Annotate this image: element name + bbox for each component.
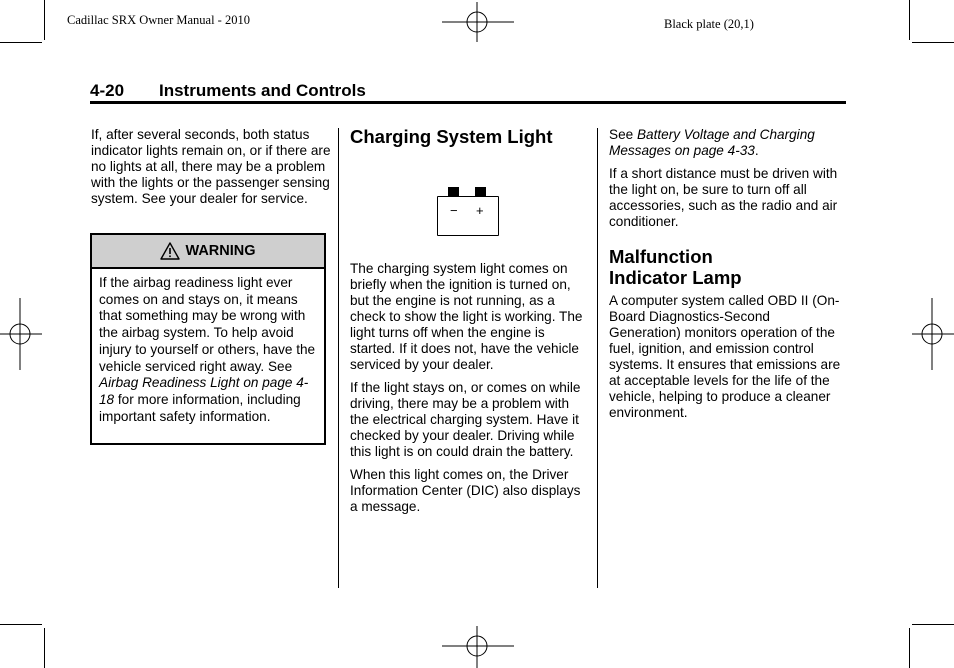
crop-mark [0,624,42,625]
warning-header [92,235,324,269]
malfunction-heading-line-2: Indicator Lamp [609,267,742,288]
crop-mark [44,0,45,40]
warning-label: WARNING [185,243,256,259]
warning-text-b: for more information, including important safety information. [99,391,301,424]
warning-text-a: If the airbag readiness light ever comes on and stays on, it means that something may be wrong with the airbag system. To help avoid injury to yourself or others, have the vehicle serviced right away. See [99,275,316,374]
see-reference: Battery Voltage and Charging Messages on page 4-33 [609,127,815,158]
registration-mark-bottom [440,626,516,668]
registration-mark-right [910,298,954,370]
battery-icon [437,187,499,237]
charging-paragraph-1: The charging system light comes on briefly when the ignition is turned on, but the engine is not running, as a check to show the light is working. The light turns off when the engine is started. If it does not, have the vehicle serviced by your dealer. [350,261,583,372]
charging-heading: Charging System Light [350,126,553,147]
warning-box [90,233,326,445]
column-2-body [350,261,590,515]
battery-terminal [448,187,459,196]
warning-reference: Airbag Readiness Light on page 4-18 [99,375,309,407]
crop-mark [909,0,910,40]
column-3 [609,127,841,421]
malfunction-heading [609,246,841,288]
malfunction-heading-line-1: Malfunction [609,246,713,267]
crop-mark [912,42,954,43]
registration-mark-top [440,2,516,42]
page-number: 4-20 [90,81,125,100]
battery-terminal [475,187,486,196]
crop-mark [44,628,45,668]
plate-label: Black plate (20,1) [664,17,754,31]
battery-minus-sign: − [450,203,458,218]
battery-body [437,196,499,236]
crop-mark [0,42,42,43]
column-2 [350,126,590,147]
charging-paragraph-3: When this light comes on, the Driver Information Center (DIC) also displays a message. [350,467,581,514]
crop-mark [912,624,954,625]
crop-mark [909,628,910,668]
see-reference-paragraph [609,127,841,159]
see-suffix: . [754,143,759,158]
column-divider [597,128,598,588]
warning-triangle-icon [160,242,180,260]
column-divider [338,128,339,588]
accessories-paragraph: If a short distance must be driven with the light on, be sure to turn off all accessories, such as the radio and air conditioner. [609,166,838,229]
battery-plus-sign: + [476,203,484,218]
warning-text [92,269,324,425]
see-prefix: See [609,127,637,142]
intro-paragraph: If, after several seconds, both status indicator lights remain on, or if there are no lights at all, there may be a problem with the lights or the passenger sensing system. See your dealer for service. [91,127,331,206]
obd-paragraph: A computer system called OBD II (On-Board Diagnostics-Second Generation) monitors operation of the fuel, ignition, and emission control systems. It ensures that emissions are at acceptable levels for the life of the vehicle, helping to produce a cleaner environment. [609,293,841,420]
doc-title: Cadillac SRX Owner Manual - 2010 [67,13,250,27]
charging-paragraph-2: If the light stays on, or comes on while driving, there may be a problem with the electrical charging system. Have it checked by your dealer. Driving while this light is on could drain the battery. [350,380,581,459]
column-1 [91,127,331,207]
section-title: Instruments and Controls [159,81,366,100]
registration-mark-left [0,298,44,370]
header-rule [90,101,846,104]
